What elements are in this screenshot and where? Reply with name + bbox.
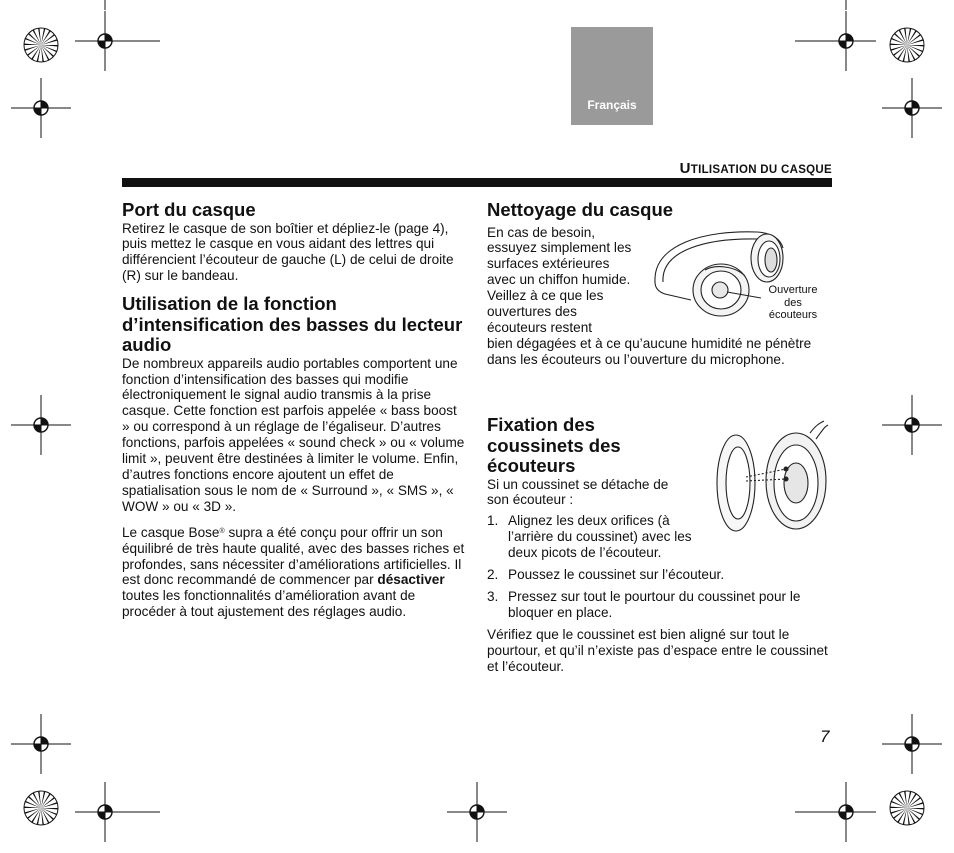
crosshair-mark (882, 714, 942, 774)
paragraph-fixation-intro: Si un coussinet se détache de son écouteur : (487, 476, 669, 508)
paragraph-basses: De nombreux appareils audio portables comportent une fonction d’intensification des basses qui modifie électroniquement le signal audio transmis à la prise casque. Cette fonction est parfois appelée « bass boost » ou correspond à un réglage de l’égaliseur. D’autres fonctions, parfois appelées « sound check » ou « volume limit », peuvent être destinées à limiter le volume. Enfin, d’autres fonctions encore ajoutent un effet de spatialisation sous le nom de « Surround », « SMS », « WOW » ou « 3D ». (122, 355, 465, 514)
step-text: Poussez le coussinet sur l’écouteur. (508, 567, 725, 583)
bose-text-c: toutes les fonctionnalités d’amélioration avant de procéder à tout ajustement des réglages audio. (122, 588, 416, 620)
crosshair-mark (447, 782, 507, 842)
paragraph-nettoyage-wide: bien dégagées et à ce qu’aucune humidité ne pénètre dans les écouteurs ou l’ouverture du microphone. (487, 335, 812, 367)
list-item (487, 589, 832, 621)
paragraph-port: Retirez le casque de son boîtier et dépliez-le (page 4), puis mettez le casque en vous aidant des lettres qui différencient l’écouteur de gauche (L) de celui de droite (R) sur le bandeau. (122, 220, 454, 284)
step-text: Alignez les deux orifices (à l’arrière du coussinet) avec les deux picots de l’écouteur. (508, 513, 692, 561)
step-number: 3. (487, 588, 499, 604)
step-number: 2. (487, 567, 499, 583)
page-number: 7 (820, 727, 830, 746)
paragraph-bose (122, 525, 466, 620)
ear-cushion-illustration (712, 419, 832, 537)
heading-nettoyage: Nettoyage du casque (487, 199, 674, 220)
bose-text-bold: désactiver (377, 572, 445, 588)
running-header (680, 160, 832, 177)
running-header-initial: U (679, 160, 691, 177)
bose-text-b: supra a été conçu pour offrir un son équilibré de très haute qualité, avec des basses riches et profondes, sans nécessiter d’améliorations artificielles. Il est donc recommandé de commencer par (122, 524, 465, 588)
step-number: 1. (487, 513, 499, 529)
language-tab (571, 27, 653, 125)
registered-mark: ® (219, 527, 225, 535)
language-tab-label: Français (587, 98, 637, 112)
crosshair-mark (11, 78, 71, 138)
crosshair-mark (11, 395, 71, 455)
starburst-mark (890, 791, 924, 825)
heading-fixation: Fixation des coussinets des écouteurs (487, 414, 621, 476)
step-text: Pressez sur tout le pourtour du coussinet pour le bloquer en place. (508, 588, 801, 620)
list-item (487, 567, 832, 583)
bose-text-a: Le casque Bose (122, 524, 220, 540)
crosshair-mark (882, 395, 942, 455)
heading-port-du-casque: Port du casque (122, 199, 256, 220)
starburst-mark (24, 28, 58, 62)
header-rule (122, 178, 832, 187)
heading-basses: Utilisation de la fonction d’intensification des basses du lecteur audio (122, 293, 463, 356)
crosshair-mark (882, 78, 942, 138)
starburst-mark (890, 28, 924, 62)
crosshair-mark (11, 714, 71, 774)
list-item (487, 513, 703, 561)
running-header-rest: TILISATION DU CASQUE (690, 164, 832, 176)
starburst-mark (24, 791, 58, 825)
paragraph-fixation-check: Vérifiez que le coussinet est bien aligné sur tout le pourtour, et qu’il n’existe pas d’espace entre le coussinet et l’écouteur. (487, 626, 828, 674)
callout-ouverture: Ouverture des écouteurs (768, 284, 818, 321)
paragraph-nettoyage-narrow: En cas de besoin, essuyez simplement les surfaces extérieures avec un chiffon humide. Veillez à ce que les ouvertures des écouteurs restent (487, 224, 632, 335)
left-column (122, 200, 466, 620)
